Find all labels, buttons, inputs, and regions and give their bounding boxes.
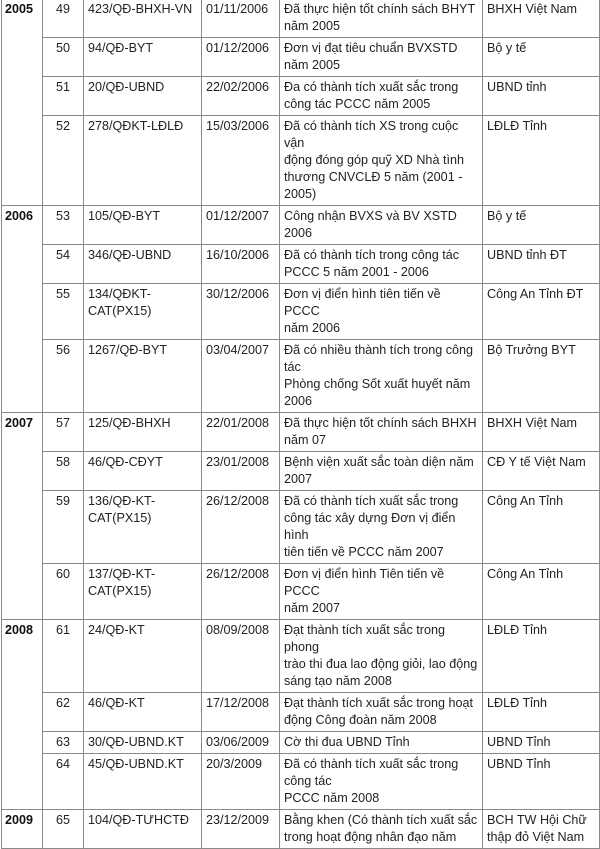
issuer-cell: Công An Tỉnh [483,491,600,564]
table-row [2,413,600,452]
award-content-cell: Đã có thành tích XS trong cuộc vận động đóng góp quỹ XD Nhà tình thương CNVCLĐ 5 năm (2001 - 2005) [280,116,483,206]
decision-date-cell: 03/06/2009 [202,732,280,754]
issuer-cell: BHXH Việt Nam [483,413,600,452]
stt-cell: 54 [43,245,84,284]
stt-cell: 65 [43,810,84,849]
table-row [2,0,600,38]
award-content-cell: Đã có thành tích xuất sắc trong công tác xây dựng Đơn vị điển hình tiên tiến về PCCC năm 2007 [280,491,483,564]
table-row [2,564,600,620]
table-row [2,620,600,693]
decision-date-cell: 26/12/2008 [202,491,280,564]
decision-date-cell: 03/04/2007 [202,340,280,413]
stt-cell: 56 [43,340,84,413]
table-row [2,491,600,564]
stt-cell: 58 [43,452,84,491]
decision-date-cell: 22/02/2006 [202,77,280,116]
issuer-cell: Bộ y tế [483,38,600,77]
issuer-cell: BCH TW Hội Chữ thập đỏ Việt Nam [483,810,600,849]
decision-date-cell: 16/10/2006 [202,245,280,284]
stt-cell: 63 [43,732,84,754]
decision-number-cell: 105/QĐ-BYT [84,206,202,245]
table-row [2,245,600,284]
decision-number-cell: 136/QĐ-KT- CAT(PX15) [84,491,202,564]
decision-number-cell: 278/QĐKT-LĐLĐ [84,116,202,206]
table-row [2,284,600,340]
decision-date-cell: 23/12/2009 [202,810,280,849]
award-content-cell: Đạt thành tích xuất sắc trong phong trào thi đua lao động giỏi, lao động sáng tạo năm 2008 [280,620,483,693]
award-content-cell: Đã có thành tích xuất sắc trong công tác PCCC năm 2008 [280,754,483,810]
decision-date-cell: 30/12/2006 [202,284,280,340]
award-content-cell: Cờ thi đua UBND Tỉnh [280,732,483,754]
decision-number-cell: 46/QĐ-CĐYT [84,452,202,491]
decision-date-cell: 01/12/2007 [202,206,280,245]
stt-cell: 64 [43,754,84,810]
award-content-cell: Đa có thành tích xuất sắc trong công tác PCCC năm 2005 [280,77,483,116]
table-row [2,340,600,413]
table-row [2,77,600,116]
decision-number-cell: 346/QĐ-UBND [84,245,202,284]
decision-date-cell: 23/01/2008 [202,452,280,491]
award-content-cell: Đơn vị điển hình tiên tiến về PCCC năm 2006 [280,284,483,340]
year-cell: 2009 [2,810,43,849]
issuer-cell: Công An Tỉnh [483,564,600,620]
awards-table [1,0,600,849]
award-content-cell: Bệnh viện xuất sắc toàn diện năm 2007 [280,452,483,491]
decision-number-cell: 104/QĐ-TƯHCTĐ [84,810,202,849]
decision-number-cell: 24/QĐ-KT [84,620,202,693]
stt-cell: 52 [43,116,84,206]
year-cell: 2007 [2,413,43,620]
table-row [2,38,600,77]
award-content-cell: Đã có nhiều thành tích trong công tác Phòng chống Sốt xuất huyết năm 2006 [280,340,483,413]
stt-cell: 57 [43,413,84,452]
stt-cell: 59 [43,491,84,564]
issuer-cell: UBND tỉnh ĐT [483,245,600,284]
decision-number-cell: 423/QĐ-BHXH-VN [84,0,202,38]
issuer-cell: LĐLĐ Tỉnh [483,693,600,732]
decision-date-cell: 01/11/2006 [202,0,280,38]
decision-date-cell: 20/3/2009 [202,754,280,810]
decision-number-cell: 94/QĐ-BYT [84,38,202,77]
year-cell: 2005 [2,0,43,206]
decision-number-cell: 1267/QĐ-BYT [84,340,202,413]
decision-number-cell: 134/QĐKT- CAT(PX15) [84,284,202,340]
issuer-cell: LĐLĐ Tỉnh [483,116,600,206]
decision-date-cell: 08/09/2008 [202,620,280,693]
table-row [2,452,600,491]
issuer-cell: UBND Tỉnh [483,732,600,754]
award-content-cell: Bằng khen (Có thành tích xuất sắc trong hoạt động nhân đạo năm [280,810,483,849]
award-content-cell: Đạt thành tích xuất sắc trong hoạt động Công đoàn năm 2008 [280,693,483,732]
issuer-cell: LĐLĐ Tỉnh [483,620,600,693]
award-content-cell: Công nhận BVXS và BV XSTD 2006 [280,206,483,245]
decision-date-cell: 22/01/2008 [202,413,280,452]
decision-number-cell: 46/QĐ-KT [84,693,202,732]
decision-date-cell: 01/12/2006 [202,38,280,77]
stt-cell: 55 [43,284,84,340]
decision-date-cell: 15/03/2006 [202,116,280,206]
award-content-cell: Đã có thành tích trong công tác PCCC 5 năm 2001 - 2006 [280,245,483,284]
issuer-cell: Bộ y tế [483,206,600,245]
table-row [2,693,600,732]
decision-number-cell: 30/QĐ-UBND.KT [84,732,202,754]
issuer-cell: BHXH Việt Nam [483,0,600,38]
stt-cell: 51 [43,77,84,116]
issuer-cell: UBND tỉnh [483,77,600,116]
table-row [2,116,600,206]
issuer-cell: UBND Tỉnh [483,754,600,810]
award-content-cell: Đã thực hiện tốt chính sách BHXH năm 07 [280,413,483,452]
year-cell: 2008 [2,620,43,810]
year-cell: 2006 [2,206,43,413]
stt-cell: 61 [43,620,84,693]
table-row [2,810,600,849]
stt-cell: 60 [43,564,84,620]
award-content-cell: Đơn vị đạt tiêu chuẩn BVXSTD năm 2005 [280,38,483,77]
stt-cell: 50 [43,38,84,77]
decision-number-cell: 125/QĐ-BHXH [84,413,202,452]
stt-cell: 53 [43,206,84,245]
award-content-cell: Đơn vị điển hình Tiên tiến về PCCC năm 2007 [280,564,483,620]
issuer-cell: Bộ Trưởng BYT [483,340,600,413]
decision-number-cell: 137/QĐ-KT- CAT(PX15) [84,564,202,620]
decision-number-cell: 45/QĐ-UBND.KT [84,754,202,810]
table-row [2,732,600,754]
table-row [2,206,600,245]
table-row [2,754,600,810]
stt-cell: 62 [43,693,84,732]
issuer-cell: CĐ Y tế Việt Nam [483,452,600,491]
issuer-cell: Công An Tỉnh ĐT [483,284,600,340]
awards-table-body [2,0,600,849]
decision-number-cell: 20/QĐ-UBND [84,77,202,116]
award-content-cell: Đã thực hiện tốt chính sách BHYT năm 2005 [280,0,483,38]
decision-date-cell: 26/12/2008 [202,564,280,620]
stt-cell: 49 [43,0,84,38]
decision-date-cell: 17/12/2008 [202,693,280,732]
